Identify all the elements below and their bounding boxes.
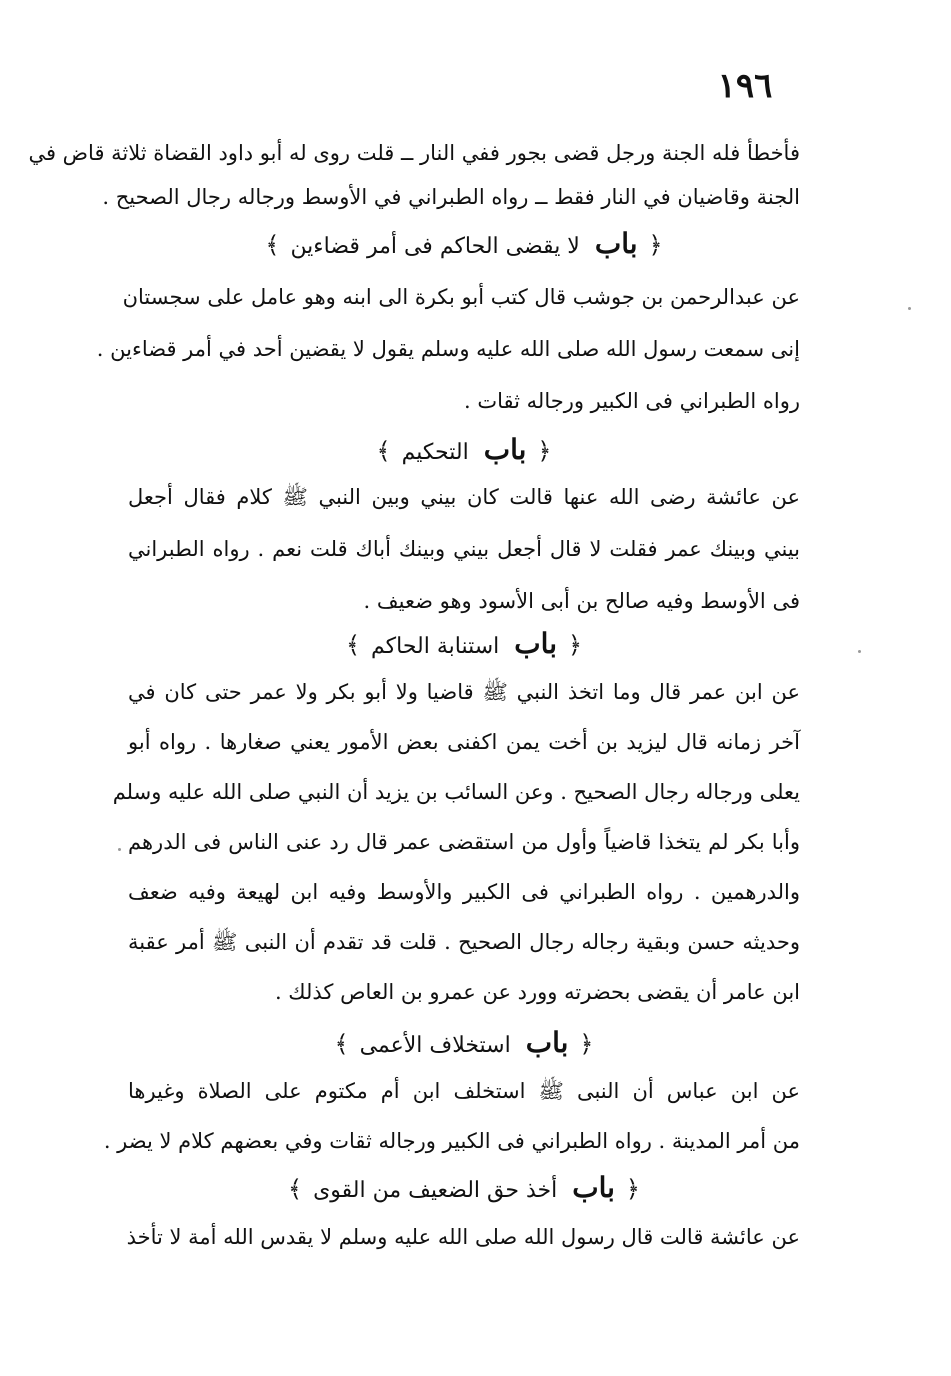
heading-title: استخلاف الأعمى [359,1033,511,1058]
heading-title: لا يقضى الحاكم فى أمر قضاءين [290,234,580,259]
text-line: عن عائشة قالت قال رسول الله صلى الله عليه وسلم لا يقدس الله أمة لا تأخذ [126,1225,800,1249]
heading-close-bracket: ﴾ [265,231,280,259]
scan-speck [858,650,861,653]
scan-speck [908,307,911,310]
heading-bab-label: باب [572,1171,615,1204]
text-line: وحديثه حسن وبقية رجاله رجال الصحيح . قلت قد تقدم أن النبى ﷺ أمر عقبة [128,930,800,954]
text-line: وأبا بكر لم يتخذا قاضياً وأول من استقضى عمر قال رد عنى الناس فى الدرهم [128,830,800,854]
text-line: رواه الطبراني فى الكبير ورجاله ثقات . [464,389,800,413]
paragraph-aisha-arbitration [128,482,800,616]
heading-bab-label: باب [514,627,557,660]
text-line: آخر زمانه قال ليزيد بن أخت يمن اكفنى بعض الأمور يعني صغارها . رواه أبو [128,730,800,754]
heading-open-bracket: ﴿ [579,1030,594,1058]
section-heading-deputy-judge [128,626,800,665]
section-heading-judge-single-ruling [128,226,800,265]
page-number: ١٩٦ [717,66,773,106]
heading-open-bracket: ﴿ [567,631,583,659]
text-line: فى الأوسط وفيه صالح بن أبى الأسود وهو ضعيف . [363,589,800,613]
text-line: يعلى ورجاله رجال الصحيح . وعن السائب بن يزيد أن النبي صلى الله عليه وسلم [112,780,800,804]
heading-open-bracket: ﴿ [648,231,663,259]
text-line: الجنة وقاضيان في النار فقط ــ رواه الطبراني في الأوسط ورجاله رجال الصحيح . [102,185,800,209]
section-heading-arbitration [128,432,800,471]
text-line: بيني وبينك عمر فقلت لا قال أجعل بيني وبينك أباك قلت نعم . رواه الطبراني [128,537,800,561]
text-line: فأخطأ فله الجنة ورجل قضى بجور ففي النار ــ قلت روى له أبو داود القضاة ثلاثة قاض في [28,141,800,165]
heading-bab-label: باب [483,433,527,466]
heading-open-bracket: ﴿ [537,437,552,465]
heading-close-bracket: ﴾ [288,1175,303,1203]
section-heading-blind-deputy [128,1025,800,1064]
heading-close-bracket: ﴾ [345,631,361,659]
text-line: عن ابن عمر قال وما اتخذ النبي ﷺ قاضيا ولا أبو بكر ولا عمر حتى كان في [128,680,800,704]
heading-title: التحكيم [401,440,469,465]
paragraph-ibn-umar [112,677,800,1007]
heading-bab-label: باب [594,227,638,260]
paragraph-continuation [28,138,800,212]
text-line: ابن عامر أن يقضى بحضرته وورد عن عمرو بن العاص كذلك . [274,980,800,1004]
text-line: عن ابن عباس أن النبى ﷺ استخلف ابن أم مكتوم على الصلاة وغيرها [128,1079,800,1103]
paragraph-aisha-weak [128,1222,800,1252]
section-heading-weak-rights [128,1170,800,1209]
paragraph-abu-bakra [96,282,800,416]
text-line: عن عائشة رضى الله عنها قالت كان بيني وبين النبي ﷺ كلام فقال أجعل [128,485,800,509]
text-line: عن عبدالرحمن بن جوشب قال كتب أبو بكرة الى ابنه وهو عامل على سجستان [122,285,800,309]
text-line: من أمر المدينة . رواه الطبراني فى الكبير ورجاله ثقات وفي بعضهم كلام لا يضر . [103,1129,800,1153]
heading-title: استنابة الحاكم [371,634,500,659]
text-line: والدرهمين . رواه الطبراني فى الكبير والأوسط وفيه ابن لهيعة وفيه ضعف [128,880,800,904]
heading-close-bracket: ﴾ [376,437,391,465]
text-line: إنى سمعت رسول الله صلى الله عليه وسلم يقول لا يقضين أحد في أمر قضاءين . [96,337,800,361]
heading-open-bracket: ﴿ [625,1175,640,1203]
heading-close-bracket: ﴾ [334,1030,349,1058]
heading-title: أخذ حق الضعيف من القوى [313,1178,558,1203]
heading-bab-label: باب [525,1026,569,1059]
paragraph-ibn-abbas [103,1076,800,1156]
scan-speck [118,848,121,851]
